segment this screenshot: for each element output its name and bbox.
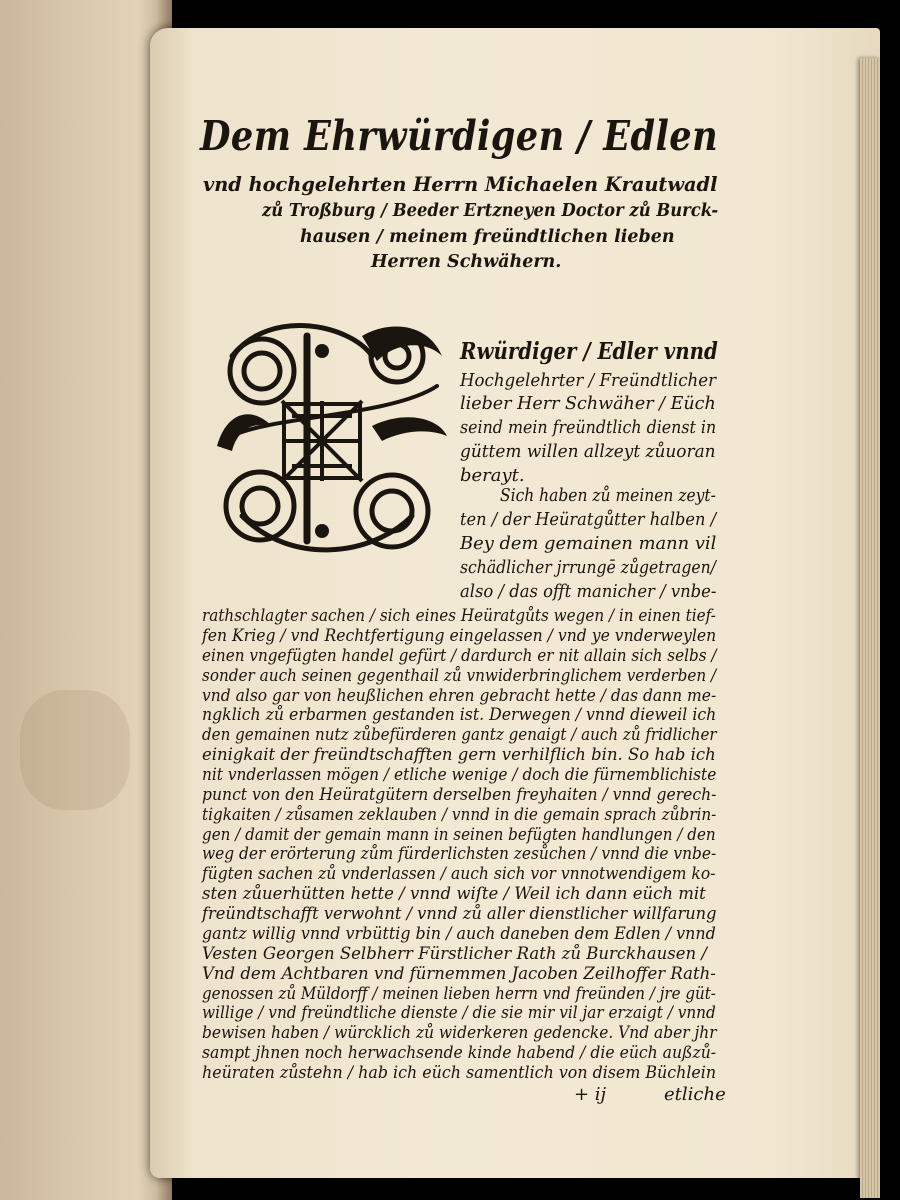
body-line-14: einen vngefügten handel gefürt / dardurch er nit allain sich selbs / <box>202 645 717 665</box>
body-line-10: schädlicher jrrungē zůgetragen/ <box>460 557 716 578</box>
left-page <box>0 0 172 1200</box>
body-line-27: freündtschafft verwohnt / vnnd zů aller dienstlicher willfarung <box>202 904 717 923</box>
heading-line-4: Herren Schwähern. <box>371 252 562 272</box>
body-line-13: fen Krieg / vnd Rechtfertigung eingelassen / vnd ye vnderweylen <box>202 625 717 645</box>
body-line-18: den gemainen nutz zůbefürderen gantz genaigt / auch zů fridlicher <box>202 725 717 745</box>
heading-line-3: hausen / meinem freündtlichen lieben <box>300 227 675 247</box>
heading-line-2: zů Troßburg / Beeder Ertzneyen Doctor zů Burck- <box>262 201 719 221</box>
catchword: etliche <box>664 1084 726 1105</box>
body-line-21: punct von den Heüratgütern derselben freyhaiten / vnnd gerech- <box>202 784 717 804</box>
body-line-28: gantz willig vnnd vrbüttig bin / auch daneben dem Edlen / vnnd <box>202 923 716 943</box>
body-line-23: gen / damit der gemain mann in seinen befügten handlungen / den <box>202 824 716 844</box>
heading-line-1: vnd hochgelehrten Herrn Michaelen Krautwadl <box>203 173 718 196</box>
body-line-25: fügten sachen zů vnderlassen / auch sich vor vnnotwendigem ko- <box>202 864 716 884</box>
body-line-11: also / das offt manicher / vnbe- <box>460 581 717 602</box>
body-line-32: willige / vnd freündtliche dienste / die sie mir vil jar erzaigt / vnnd <box>202 1003 716 1023</box>
body-line-5: güttem willen allzeyt zůuoran <box>460 441 716 462</box>
body-line-15: sonder auch seinen gegenthail zů vnwiderbringlichem verderben / <box>202 665 717 685</box>
body-line-26: sten zůuerhütten hette / vnnd wiſte / Weil ich dann eüch mit <box>202 884 706 904</box>
body-line-30: Vnd dem Achtbaren vnd fürnemmen Jacoben Zeilhoffer Rath- <box>202 963 716 983</box>
body-line-1: Rwürdiger / Edler vnnd <box>460 338 718 365</box>
body-line-4: seind mein freündtlich dienst in <box>460 417 717 438</box>
page-edges <box>860 58 880 1198</box>
body-line-31: genossen zů Müldorff / meinen lieben herrn vnd freünden / jre güt- <box>202 983 716 1003</box>
body-line-35: heüraten zůstehn / hab ich eüch samentlich von disem Büchlein <box>202 1063 717 1082</box>
body-line-33: bewisen haben / würcklich zů widerkeren gedencke. Vnd aber jhr <box>202 1023 717 1043</box>
body-line-2: Hochgelehrter / Freündtlicher <box>460 370 717 391</box>
body-line-24: weg der erörterung zům fürderlichsten zesůchen / vnnd die vnbe- <box>202 844 717 864</box>
decorated-initial-image <box>212 316 452 562</box>
body-line-19: einigkait der freündtschafften gern verhilflich bin. So hab ich <box>202 745 716 765</box>
body-line-8: ten / der Heüratgůtter halben / <box>460 509 717 530</box>
body-line-9: Bey dem gemainen mann vil <box>460 533 717 554</box>
body-line-20: nit vnderlassen mögen / etliche wenige / doch die fürnemblichiste <box>202 765 717 784</box>
left-page-stain <box>20 690 130 810</box>
body-line-12: rathschlagter sachen / sich eines Heüratgůts wegen / in einen tief- <box>202 606 716 625</box>
body-line-17: ngklich zů erbarmen gestanden ist. Derwegen / vnnd dieweil ich <box>202 705 717 725</box>
body-line-16: vnd also gar von heußlichen ehren gebracht hette / das dann me- <box>202 685 717 705</box>
body-line-7: Sich haben zů meinen zeyt- <box>500 485 716 506</box>
dedication-heading: Dem Ehrwürdigen / Edlen <box>200 112 719 160</box>
body-line-22: tigkaiten / zůsamen zeklauben / vnnd in die gemain sprach zůbrin- <box>202 804 717 824</box>
body-line-29: Vesten Georgen Selbherr Fürstlicher Rath zů Burckhausen / <box>202 943 707 963</box>
signature-mark: + ij <box>574 1084 607 1105</box>
body-line-6: berayt. <box>460 465 525 486</box>
body-line-34: sampt jhnen noch herwachsende kinde habend / die eüch außzů- <box>202 1043 717 1063</box>
body-line-3: lieber Herr Schwäher / Eüch <box>460 393 716 414</box>
